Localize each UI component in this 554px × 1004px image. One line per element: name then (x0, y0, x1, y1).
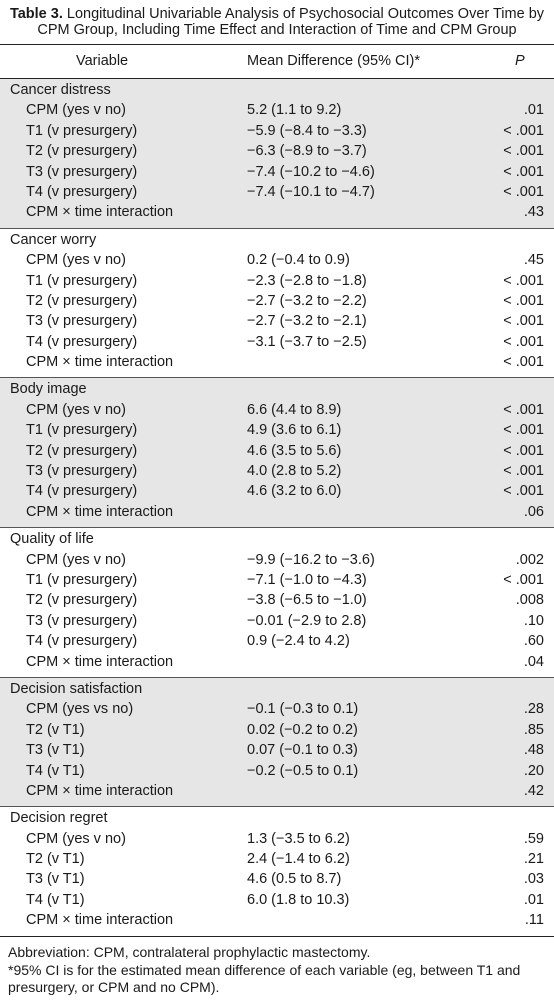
cell-variable: T2 (v presurgery) (26, 442, 138, 459)
table-caption-text: Longitudinal Univariable Analysis of Psychosocial Outcomes Over Time by CPM Group, Including Time Effect and Interaction of Time and CPM Group (37, 6, 545, 38)
table-row (0, 503, 554, 523)
table-row (0, 251, 554, 271)
cell-p-value: .008 (515, 592, 544, 609)
table-row (0, 741, 554, 761)
cell-variable: T3 (v presurgery) (26, 313, 138, 330)
cell-variable: CPM (yes v no) (26, 252, 126, 269)
cell-variable: T1 (v presurgery) (26, 122, 138, 139)
table-row (0, 551, 554, 571)
cell-p-value: .04 (523, 653, 544, 670)
cell-mean-difference: 0.2 (−0.4 to 0.9) (247, 252, 350, 269)
cell-p-value: .85 (523, 721, 544, 738)
group-title: Quality of life (10, 531, 94, 548)
cell-mean-difference: −0.01 (−2.9 to 2.8) (247, 612, 367, 629)
cell-p-value: .45 (523, 252, 544, 269)
table-row (0, 632, 554, 652)
cell-variable: T4 (v presurgery) (26, 333, 138, 350)
header-p-value: P (515, 53, 525, 69)
cell-mean-difference: 6.0 (1.8 to 10.3) (247, 891, 350, 908)
cell-p-value: .03 (523, 871, 544, 888)
cell-variable: T2 (v presurgery) (26, 143, 138, 160)
table-group (0, 528, 554, 677)
table-row (0, 571, 554, 591)
cell-variable: CPM × time interaction (26, 653, 174, 670)
cell-p-value: .42 (523, 782, 544, 799)
cell-mean-difference: −5.9 (−8.4 to −3.3) (247, 122, 367, 139)
cell-variable: T4 (v T1) (26, 891, 85, 908)
cell-variable: T4 (v presurgery) (26, 633, 138, 650)
cell-mean-difference: −0.2 (−0.5 to 0.1) (247, 762, 359, 779)
cell-p-value: < .001 (503, 292, 544, 309)
cell-variable: CPM (yes v no) (26, 551, 126, 568)
cell-p-value: .48 (523, 742, 544, 759)
cell-mean-difference: 4.6 (3.2 to 6.0) (247, 483, 342, 500)
group-title: Body image (10, 381, 87, 398)
cell-variable: CPM × time interaction (26, 782, 174, 799)
table-row (0, 163, 554, 183)
cell-mean-difference: −6.3 (−8.9 to −3.7) (247, 143, 367, 160)
cell-p-value: .002 (515, 551, 544, 568)
table-header (0, 45, 554, 78)
cell-variable: T1 (v presurgery) (26, 422, 138, 439)
table-row (0, 653, 554, 673)
cell-mean-difference: −2.3 (−2.8 to −1.8) (247, 272, 367, 289)
cell-p-value: .06 (523, 503, 544, 520)
cell-p-value: < .001 (503, 122, 544, 139)
cell-p-value: .11 (524, 912, 544, 929)
table-row (0, 101, 554, 121)
header-mean-difference: Mean Difference (95% CI)* (247, 53, 421, 69)
table-row (0, 203, 554, 223)
cell-p-value: .10 (523, 612, 544, 629)
table-row (0, 401, 554, 421)
cell-mean-difference: 0.9 (−2.4 to 4.2) (247, 633, 350, 650)
table-row (0, 292, 554, 312)
table-row (0, 142, 554, 162)
table-row (0, 721, 554, 741)
cell-variable: T3 (v presurgery) (26, 612, 138, 629)
table-body (0, 79, 554, 936)
table-row (0, 762, 554, 782)
cell-p-value: .59 (523, 830, 544, 847)
cell-p-value: .01 (523, 891, 544, 908)
table-group (0, 678, 554, 806)
cell-mean-difference: 1.3 (−3.5 to 6.2) (247, 830, 350, 847)
cell-p-value: .01 (523, 102, 544, 119)
table-caption-label: Table 3. (9, 6, 63, 22)
cell-variable: CPM (yes v no) (26, 401, 126, 418)
cell-variable: T4 (v presurgery) (26, 183, 138, 200)
cell-variable: T2 (v presurgery) (26, 292, 138, 309)
cell-p-value: < .001 (503, 401, 544, 418)
cell-p-value: < .001 (503, 442, 544, 459)
cell-variable: CPM (yes v no) (26, 102, 126, 119)
cell-variable: T3 (v presurgery) (26, 163, 138, 180)
cell-p-value: .28 (523, 701, 544, 718)
table-row (0, 612, 554, 632)
cell-variable: CPM × time interaction (26, 354, 174, 371)
cell-mean-difference: 4.6 (0.5 to 8.7) (247, 871, 342, 888)
table-row (0, 462, 554, 482)
group-title: Decision satisfaction (10, 680, 143, 697)
cell-mean-difference: −9.9 (−16.2 to −3.6) (247, 551, 375, 568)
cell-variable: CPM (yes vs no) (26, 701, 134, 718)
cell-p-value: .43 (523, 204, 544, 221)
table-row (0, 782, 554, 802)
table-group (0, 79, 554, 228)
group-title: Cancer distress (10, 82, 111, 98)
cell-variable: T3 (v presurgery) (26, 463, 138, 480)
cell-variable: T2 (v presurgery) (26, 592, 138, 609)
group-title-row (0, 231, 554, 251)
cell-variable: CPM × time interaction (26, 912, 174, 929)
cell-variable: T3 (v T1) (26, 871, 85, 888)
footnote-abbreviation: Abbreviation: CPM, contralateral prophylactic mastectomy. (8, 943, 371, 960)
cell-mean-difference: −3.8 (−6.5 to −1.0) (247, 592, 367, 609)
table-row (0, 482, 554, 502)
cell-p-value: < .001 (503, 313, 544, 330)
cell-mean-difference: −7.1 (−1.0 to −4.3) (247, 571, 367, 588)
cell-mean-difference: 2.4 (−1.4 to 6.2) (247, 851, 350, 868)
group-title-row (0, 530, 554, 550)
table-footnotes (0, 937, 554, 996)
cell-mean-difference: 4.9 (3.6 to 6.1) (247, 422, 342, 439)
cell-mean-difference: −7.4 (−10.1 to −4.7) (247, 183, 375, 200)
cell-variable: CPM × time interaction (26, 204, 174, 221)
cell-p-value: < .001 (503, 163, 544, 180)
cell-p-value: < .001 (503, 571, 544, 588)
cell-p-value: < .001 (503, 333, 544, 350)
table-group (0, 378, 554, 527)
cell-mean-difference: −2.7 (−3.2 to −2.2) (247, 292, 367, 309)
cell-variable: T2 (v T1) (26, 851, 85, 868)
cell-mean-difference: −2.7 (−3.2 to −2.1) (247, 313, 367, 330)
cell-variable: T1 (v presurgery) (26, 571, 138, 588)
cell-p-value: < .001 (503, 272, 544, 289)
group-title-row (0, 680, 554, 700)
table-row (0, 353, 554, 373)
cell-p-value: .21 (523, 851, 544, 868)
table-row (0, 442, 554, 462)
cell-mean-difference: −0.1 (−0.3 to 0.1) (247, 701, 359, 718)
cell-mean-difference: 0.02 (−0.2 to 0.2) (247, 721, 358, 738)
group-title-row (0, 809, 554, 829)
cell-mean-difference: 5.2 (1.1 to 9.2) (247, 102, 342, 119)
cell-variable: CPM (yes v no) (26, 830, 126, 847)
cell-variable: T4 (v presurgery) (26, 483, 138, 500)
cell-p-value: < .001 (503, 463, 544, 480)
table-row (0, 870, 554, 890)
table-row (0, 272, 554, 292)
group-title: Cancer worry (10, 231, 97, 248)
cell-p-value: .60 (523, 633, 544, 650)
cell-p-value: < .001 (503, 354, 544, 371)
group-title-row (0, 81, 554, 101)
cell-mean-difference: 6.6 (4.4 to 8.9) (247, 401, 342, 418)
table-row (0, 333, 554, 353)
table-row (0, 850, 554, 870)
table-row (0, 122, 554, 142)
table-row (0, 421, 554, 441)
cell-mean-difference: 4.0 (2.8 to 5.2) (247, 463, 342, 480)
table-row (0, 183, 554, 203)
table-row (0, 830, 554, 850)
cell-p-value: < .001 (503, 483, 544, 500)
table-group (0, 807, 554, 935)
table-row (0, 891, 554, 911)
cell-p-value: < .001 (503, 143, 544, 160)
footnote-ci: *95% CI is for the estimated mean difference of each variable (eg, between T1 and presurgery, or CPM and no CPM). (8, 961, 521, 995)
header-variable: Variable (76, 53, 129, 69)
cell-variable: T4 (v T1) (26, 762, 85, 779)
group-title: Decision regret (10, 810, 108, 827)
cell-p-value: .20 (523, 762, 544, 779)
table-row (0, 312, 554, 332)
cell-mean-difference: −7.4 (−10.2 to −4.6) (247, 163, 375, 180)
group-title-row (0, 380, 554, 400)
table-group (0, 229, 554, 378)
cell-p-value: < .001 (503, 183, 544, 200)
table-row (0, 591, 554, 611)
cell-p-value: < .001 (503, 422, 544, 439)
cell-mean-difference: 0.07 (−0.1 to 0.3) (247, 742, 358, 759)
cell-mean-difference: 4.6 (3.5 to 5.6) (247, 442, 342, 459)
cell-variable: T2 (v T1) (26, 721, 85, 738)
cell-variable: T3 (v T1) (26, 742, 85, 759)
table-row (0, 911, 554, 931)
table-row (0, 700, 554, 720)
cell-mean-difference: −3.1 (−3.7 to −2.5) (247, 333, 367, 350)
cell-variable: T1 (v presurgery) (26, 272, 138, 289)
table-caption (0, 0, 554, 38)
cell-variable: CPM × time interaction (26, 503, 174, 520)
